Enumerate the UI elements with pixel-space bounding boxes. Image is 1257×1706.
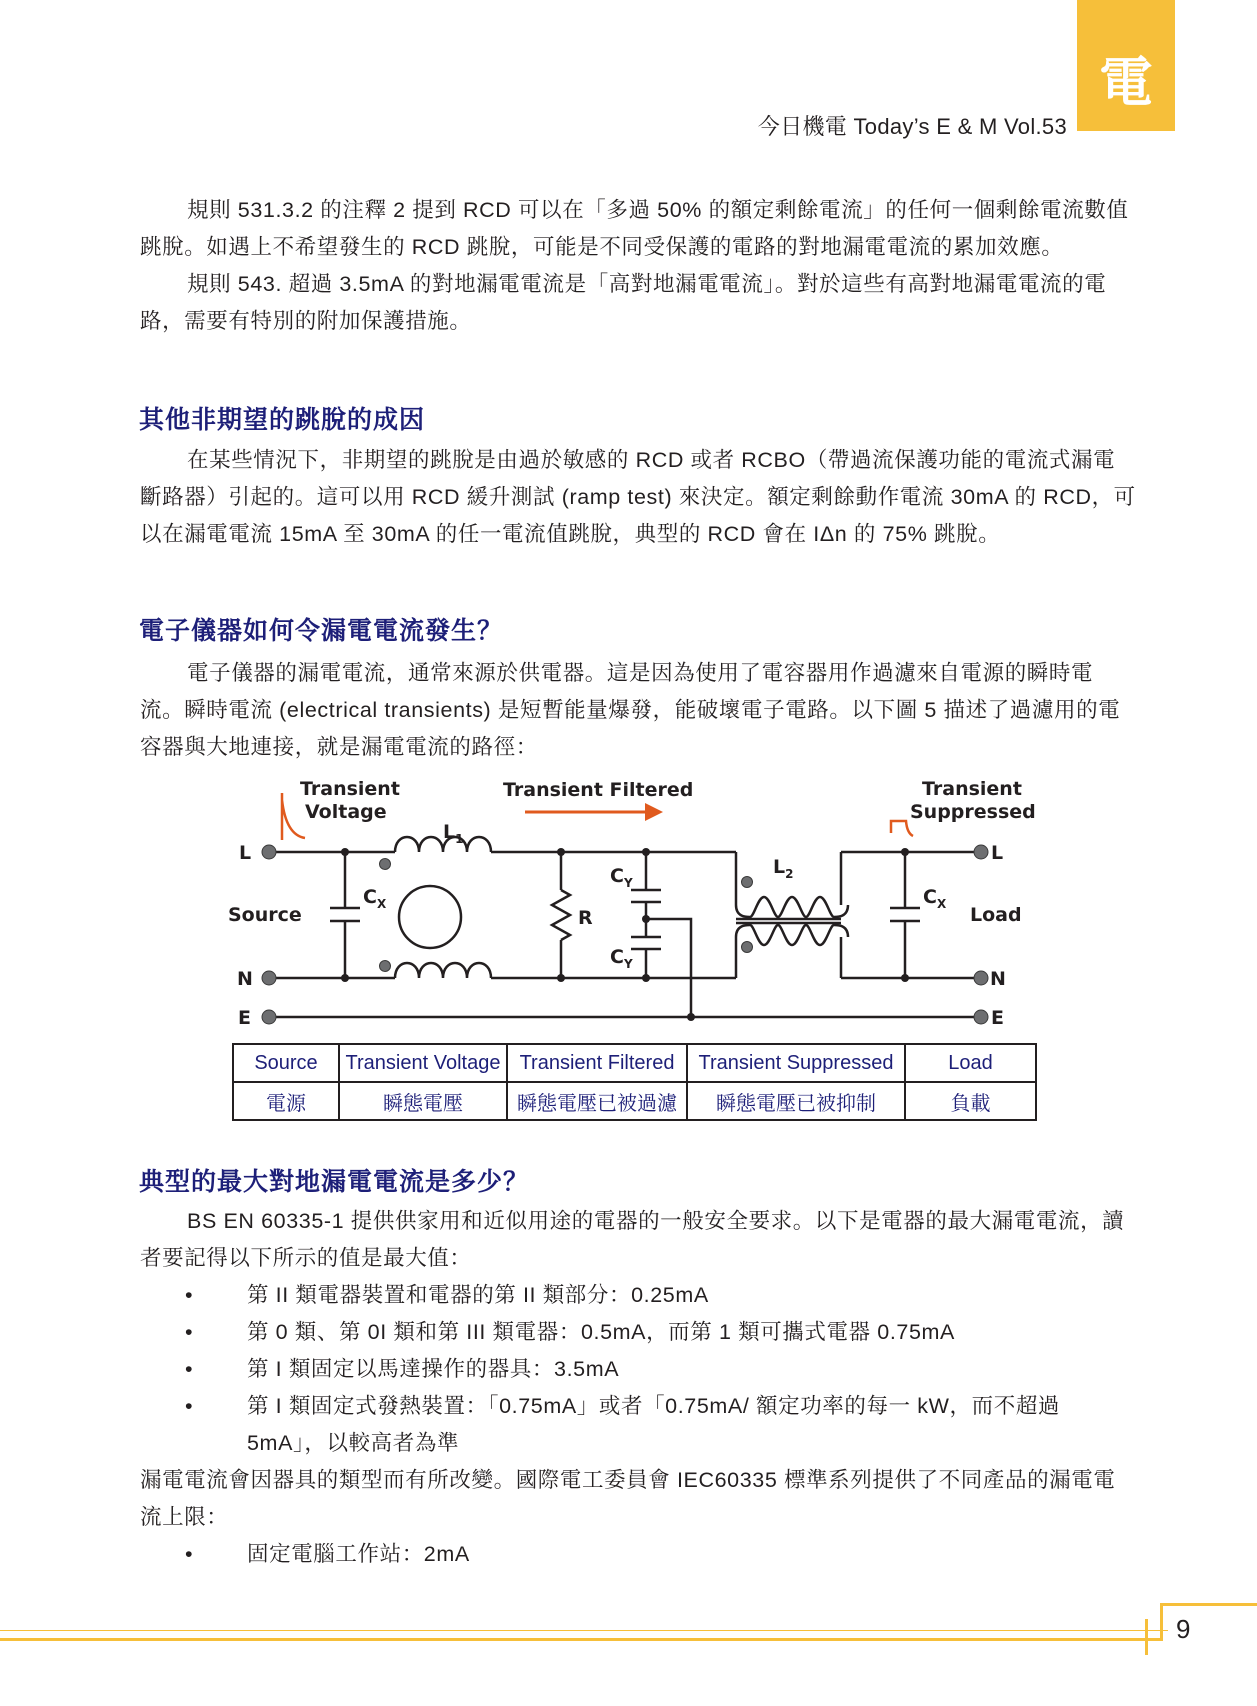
terminal-l-load [974, 845, 988, 859]
bullet-icon: • [185, 1357, 194, 1381]
label-l1: $L_1$ [443, 821, 464, 846]
emi-filter-circuit-diagram [225, 770, 1065, 1040]
section3-paragraph: BS EN 60335-1 提供供家用和近似用途的電器的一般安全要求。以下是電器的最大漏電電流，讀者要記得以下所示的值是最大值： [140, 1209, 1125, 1270]
section-tab [1077, 0, 1175, 131]
legend-cell: 瞬態電壓 [339, 1082, 507, 1120]
bullet-icon: • [185, 1320, 194, 1344]
inductor-l1-bottom [395, 963, 491, 978]
page-number: 9 [1176, 1614, 1191, 1644]
label-transient-filtered: Transient Filtered [503, 779, 694, 801]
legend-cell: Transient Filtered [507, 1044, 687, 1082]
intro-paragraph-1: 規則 531.3.2 的注釋 2 提到 RCD 可以在「多過 50% 的額定剩餘電流」的任何一個剩餘電流數值跳脫。如遇上不希望發生的 RCD 跳脫，可能是不同受保護的電路的對地漏電電流的累加效應。 [140, 198, 1129, 259]
terminal-l-source [262, 845, 276, 859]
label-transient-suppressed-line2: Suppressed [910, 801, 1036, 823]
legend-cell: Source [233, 1044, 339, 1082]
intro-paragraph-2: 規則 543. 超過 3.5mA 的對地漏電電流是「高對地漏電電流」。對於這些有高對地漏電電流的電路，需要有特別的附加保護措施。 [140, 272, 1107, 333]
bullet-icon: • [185, 1542, 194, 1566]
label-n-load: N [990, 968, 1006, 990]
section1-paragraph: 在某些情況下，非期望的跳脫是由過於敏感的 RCD 或者 RCBO（帶過流保護功能的電流式漏電斷路器）引起的。這可以用 RCD 緩升測試 (ramp test) 來決定。額定剩餘動作電流 30mA 的 RCD，可以在漏電電流 15mA 至 30mA 的任一電流值跳脫，典型的 RCD 會在 IΔn 的 75% 跳脫。 [140, 448, 1136, 546]
section-heading-unwanted-tripping: 其他非期望的跳脫的成因 [139, 406, 426, 434]
bullet-icon: • [185, 1283, 194, 1307]
section2-text [140, 655, 1137, 766]
legend-row-english [233, 1044, 1036, 1082]
section1-text [140, 442, 1137, 553]
label-transient-voltage-line2: Voltage [305, 801, 387, 823]
inductor-l2-bottom [736, 925, 848, 945]
transient-filtered-arrow [525, 803, 663, 821]
bullet-icon: • [185, 1394, 194, 1418]
label-e-source: E [238, 1007, 251, 1029]
legend-cell: Load [905, 1044, 1036, 1082]
legend-row-chinese [233, 1082, 1036, 1120]
label-load: Load [970, 904, 1022, 926]
label-e-load: E [991, 1007, 1004, 1029]
section-heading-leakage-origin: 電子儀器如何令漏電電流發生？ [139, 617, 504, 645]
section-glyph: 電 [1099, 50, 1153, 114]
list-item-text: 第 I 類固定以馬達操作的器具：3.5mA [247, 1357, 620, 1381]
label-n-source: N [237, 968, 253, 990]
section3-paragraph-2: 漏電電流會因器具的類型而有所改變。國際電工委員會 IEC60335 標準系列提供了不同產品的漏電電流上限： [140, 1468, 1116, 1529]
label-r: R [578, 907, 593, 929]
terminal-dots [262, 845, 988, 1024]
footer-rule-thick [0, 1638, 1163, 1641]
legend-cell: Transient Voltage [339, 1044, 507, 1082]
inductor-l2-top [736, 897, 848, 917]
running-head: 今日機電 Today’s E & M Vol.53 [757, 114, 1067, 139]
label-transient-voltage-line1: Transient [300, 778, 400, 800]
label-l2: $L_2$ [773, 856, 794, 881]
legend-cell: 負載 [905, 1082, 1036, 1120]
list-item-text: 第 II 類電器裝置和電器的第 II 類部分：0.25mA [247, 1283, 709, 1307]
l1-core [399, 886, 461, 948]
label-cx-right: $C_X$ [923, 886, 947, 911]
transient-suppressed-waveform [891, 821, 913, 836]
terminal-e-source [262, 1010, 276, 1024]
legend-cell: 瞬態電壓已被過濾 [507, 1082, 687, 1120]
resistor-r [552, 890, 570, 940]
section2-paragraph: 電子儀器的漏電電流，通常來源於供電器。這是因為使用了電容器用作過濾來自電源的瞬時電流。瞬時電流 (electrical transients) 是短暫能量爆發，能破壞電子電路。以下圖 5 描述了過濾用的電容器與大地連接，就是漏電電流的路徑： [140, 661, 1121, 759]
section3-text-2 [140, 1462, 1137, 1536]
diagram-legend-table [232, 1043, 1037, 1121]
list-item-text: 第 0 類、第 0I 類和第 III 類電器：0.5mA，而第 1 類可攜式電器 0.75mA [247, 1320, 955, 1344]
footer-rule-thin [0, 1630, 1168, 1631]
label-l-load: L [991, 842, 1004, 864]
intro-text [140, 192, 1137, 340]
footer-tick-mark [1145, 1619, 1148, 1655]
legend-cell: 瞬態電壓已被抑制 [687, 1082, 905, 1120]
circuit-junctions [341, 848, 909, 1021]
section-heading-max-leakage: 典型的最大對地漏電電流是多少？ [139, 1168, 530, 1196]
footer-step-horizontal [1160, 1603, 1257, 1606]
label-l-source: L [239, 842, 252, 864]
terminal-n-source [262, 971, 276, 985]
label-transient-suppressed-line1: Transient [922, 778, 1022, 800]
legend-cell: Transient Suppressed [687, 1044, 905, 1082]
label-cy-bottom: $C_Y$ [610, 946, 633, 971]
label-cx-left: $C_X$ [363, 886, 387, 911]
terminal-n-load [974, 971, 988, 985]
transient-voltage-waveform [282, 793, 305, 840]
section3-text [140, 1203, 1137, 1277]
list-item-text: 固定電腦工作站：2mA [247, 1542, 470, 1566]
footer-step-vertical [1160, 1603, 1163, 1641]
legend-cell: 電源 [233, 1082, 339, 1120]
terminal-e-load [974, 1010, 988, 1024]
label-cy-top: $C_Y$ [610, 865, 633, 890]
label-source: Source [228, 904, 302, 926]
list-item-text: 第 I 類固定式發熱裝置：「0.75mA」或者「0.75mA/ 額定功率的每一 kW，而不超過 5mA」，以較高者為準 [247, 1394, 1061, 1455]
circuit-wiring [269, 837, 981, 1017]
